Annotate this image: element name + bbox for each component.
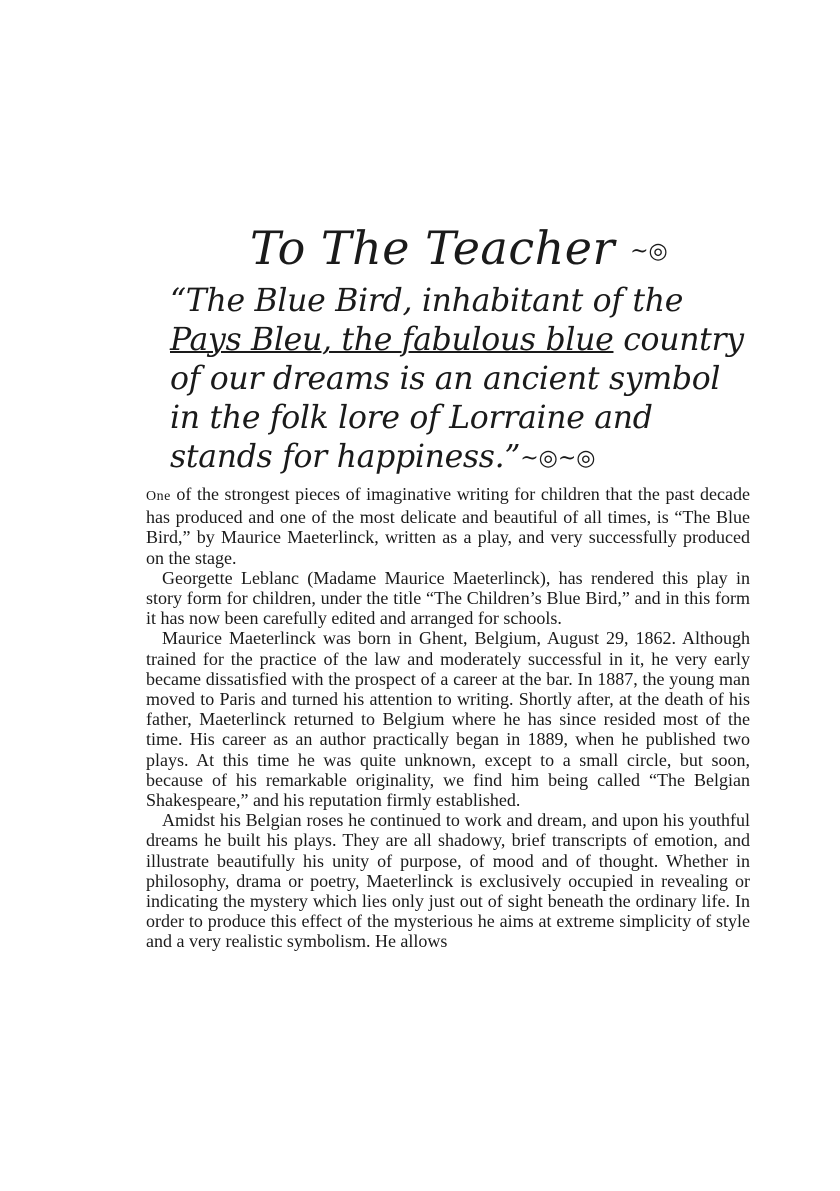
epigraph-line-2 xyxy=(170,321,744,360)
body-paragraph-4: Amidst his Belgian roses he continued to work and dream, and upon his youthful dreams he built his plays. They are all shadowy, brief transcripts of emotion, and illustrate beautifully his unity of purpose, of mood and of thought. Whether in philosophy, drama or poetry, Maeterlinck is exclusively occupied in revealing or indicating the mystery which lies only just out of sight beneath the ordinary life. In order to produce this effect of the mysterious he aims at extreme simplicity of style and a very realistic symbolism. He allows xyxy=(146,810,750,952)
epigraph-line-5 xyxy=(170,438,730,478)
epigraph-underlined-phrase: Pays Bleu, the fabulous blue xyxy=(170,322,614,358)
epigraph-line-3: of our dreams is an ancient symbol xyxy=(170,361,721,397)
body-paragraph-3: Maurice Maeterlinck was born in Ghent, Belgium, August 29, 1862. Although trained for the practice of the law and moderately successful in it, he very early became dissatisfied with the prospect of a career at the bar. In 1887, the young man moved to Paris and turned his attention to writing. Shortly after, at the death of his father, Maeterlinck returned to Belgium where he has since resided most of the time. His career as an author practically began in 1889, when he published two plays. At this time he was quite unknown, except to a small circle, but soon, because of his remarkable originality, we find him being called “The Belgian Shakespeare,” and his reputation firmly established. xyxy=(146,628,750,811)
epigraph-line-2-end: country xyxy=(623,322,744,358)
page-title-text: To The Teacher xyxy=(250,221,615,275)
page-title xyxy=(250,220,670,280)
body-paragraph-1 xyxy=(146,484,750,568)
epigraph-line-5-text: stands for happiness.” xyxy=(170,439,521,475)
body-text xyxy=(146,484,750,952)
lead-smallcaps: One xyxy=(146,489,171,504)
title-flourish: ~◎ xyxy=(630,239,668,264)
epigraph-flourish: ~◎~◎ xyxy=(520,446,596,471)
epigraph-line-4: in the folk lore of Lorraine and xyxy=(170,400,653,436)
epigraph-line-1: “The Blue Bird, inhabitant of the xyxy=(170,283,684,319)
epigraph xyxy=(170,282,744,478)
body-paragraph-2: Georgette Leblanc (Madame Maurice Maeterlinck), has rendered this play in story form for children, under the title “The Children’s Blue Bird,” and in this form it has now been carefully edited and arranged for schools. xyxy=(146,567,750,629)
body-paragraph-1-text: of the strongest pieces of imaginative writing for children that the past decade has produced and one of the most delicate and beautiful of all times, is “The Blue Bird,” by Maurice Maeterlinck, written as a play, and very successfully produced on the stage. xyxy=(146,484,750,568)
